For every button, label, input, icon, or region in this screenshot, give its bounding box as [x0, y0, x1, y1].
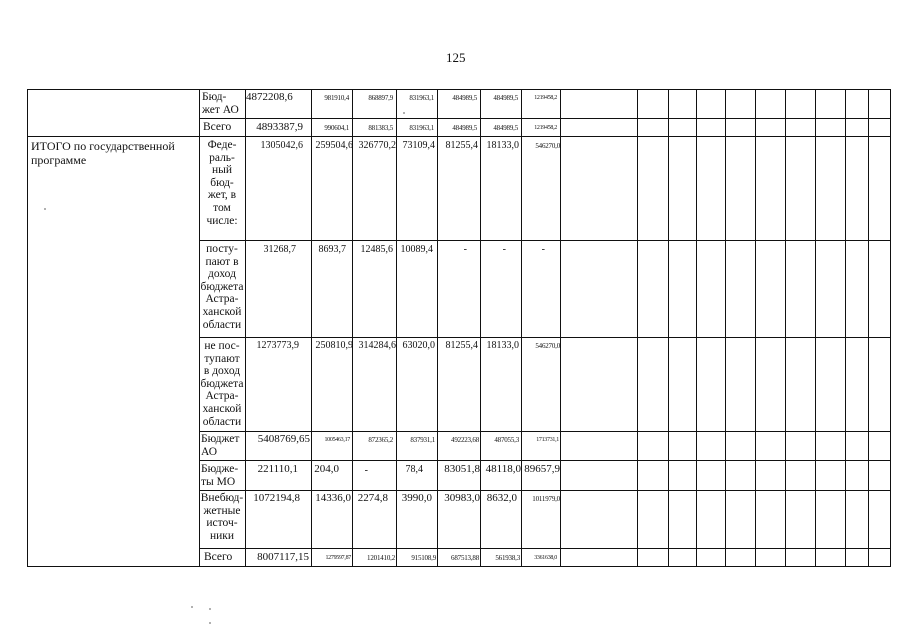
table-rule: [785, 89, 786, 567]
total-value: 221110,1: [257, 463, 298, 475]
year-value: 1219458,2: [534, 125, 557, 131]
funding-source: Всего: [204, 551, 233, 563]
year-value: 990604,1: [324, 124, 349, 132]
year-value: 881383,5: [368, 124, 393, 132]
year-value: 546270,0: [535, 142, 560, 150]
year-value: -: [502, 244, 506, 255]
year-value: 3361638,0: [534, 555, 557, 561]
year-value: 10089,4: [400, 244, 433, 255]
year-value: 8693,7: [318, 244, 346, 255]
year-value: 81255,4: [445, 140, 478, 151]
year-value: 1713731,1: [536, 437, 559, 443]
table-rule: [845, 89, 846, 567]
scan-speck: [191, 606, 193, 608]
year-value: 484989,5: [452, 124, 477, 132]
table-rule: [725, 89, 726, 567]
year-value: 259504,6: [315, 140, 353, 151]
year-value: 63020,0: [402, 340, 435, 351]
scan-speck: [209, 622, 211, 624]
table-rule: [696, 89, 697, 567]
table-rule: [868, 89, 869, 567]
table-rule: [199, 490, 891, 491]
year-value: 831963,1: [409, 124, 434, 132]
table-rule: [27, 89, 891, 90]
scan-speck: [209, 608, 211, 610]
year-value: -: [541, 244, 545, 255]
table-rule: [27, 136, 891, 137]
funding-source: Феде- раль- ный бюд- жет, в том числе:: [206, 139, 238, 227]
program-label: ИТОГО по государственной программе: [31, 139, 175, 167]
year-value: 78,4: [405, 464, 423, 475]
year-value: 872365,2: [368, 436, 393, 444]
year-value: 546270,0: [535, 342, 560, 350]
year-value: 868897,9: [368, 94, 393, 102]
page-number: 125: [446, 50, 466, 65]
total-value: 4893387,9: [256, 121, 303, 133]
year-value: 837931,1: [410, 436, 435, 444]
year-value: 8632,0: [486, 492, 517, 504]
year-value: 73109,4: [402, 140, 435, 151]
total-value: 8007117,15: [257, 551, 309, 563]
year-value: -: [364, 465, 368, 476]
funding-source: Всего: [203, 121, 232, 133]
year-value: 14336,0: [315, 492, 351, 504]
scan-speck: [44, 208, 46, 210]
year-value: 1279597,87: [325, 555, 351, 561]
table-rule: [199, 337, 891, 338]
year-value: 81255,4: [445, 340, 478, 351]
year-value: 1201410,2: [367, 554, 395, 562]
year-value: 484989,5: [493, 94, 518, 102]
table-rule: [199, 240, 891, 241]
year-value: 915108,9: [411, 554, 436, 562]
year-value: 1011979,0: [532, 495, 560, 503]
table-rule: [27, 566, 891, 567]
year-value: 561938,3: [495, 554, 520, 562]
funding-source: Бюдже- ты МО: [201, 463, 239, 488]
funding-source: Внебюд- жетные источ- ники: [200, 492, 244, 542]
year-value: 314284,6: [358, 340, 396, 351]
table-rule: [199, 548, 891, 549]
year-value: 250810,9: [315, 340, 353, 351]
table-rule: [890, 89, 891, 567]
year-value: -: [463, 244, 467, 255]
year-value: 30983,0: [444, 492, 480, 504]
year-value: 981910,4: [324, 94, 349, 102]
year-value: 484989,5: [452, 94, 477, 102]
year-value: 204,0: [314, 463, 339, 475]
year-value: 1219458,2: [534, 95, 557, 101]
year-value: 89657,9: [524, 463, 560, 475]
table-rule: [199, 460, 891, 461]
total-value: 1273773,9: [256, 340, 299, 351]
year-value: 12485,6: [360, 244, 393, 255]
table-rule: [755, 89, 756, 567]
year-value: 3990,0: [401, 492, 432, 504]
year-value: 492223,68: [451, 436, 479, 444]
table-rule: [815, 89, 816, 567]
year-value: 484989,5: [493, 124, 518, 132]
table-rule: [199, 431, 891, 432]
table-rule: [637, 89, 638, 567]
total-value: 1305042,6: [260, 140, 303, 151]
table-rule: [668, 89, 669, 567]
total-value: 4872208,6: [246, 91, 293, 103]
total-value: 31268,7: [263, 244, 296, 255]
funding-source: Бюджет АО: [201, 433, 240, 458]
total-value: 5408769,65: [257, 433, 310, 445]
year-value: 487055,3: [494, 436, 519, 444]
year-value: 18133,0: [486, 340, 519, 351]
year-value: 48118,0: [485, 463, 521, 475]
funding-source: Бюд- жет АО: [202, 91, 239, 116]
year-value: 687513,88: [451, 554, 479, 562]
year-value: 18133,0: [486, 140, 519, 151]
total-value: 1072194,8: [253, 492, 300, 504]
scan-speck: [403, 112, 405, 114]
year-value: 1005463,17: [324, 437, 350, 443]
funding-source: не пос- тупают в доход бюджета Астра- ханской области: [200, 340, 244, 428]
funding-source: посту- пают в доход бюджета Астра- ханской области: [200, 243, 244, 331]
table-rule: [199, 118, 891, 119]
year-value: 2274,8: [357, 492, 388, 504]
table-rule: [27, 89, 28, 567]
year-value: 326770,2: [358, 140, 396, 151]
table-rule: [560, 89, 561, 567]
year-value: 83051,8: [444, 463, 480, 475]
year-value: 831963,1: [409, 94, 434, 102]
